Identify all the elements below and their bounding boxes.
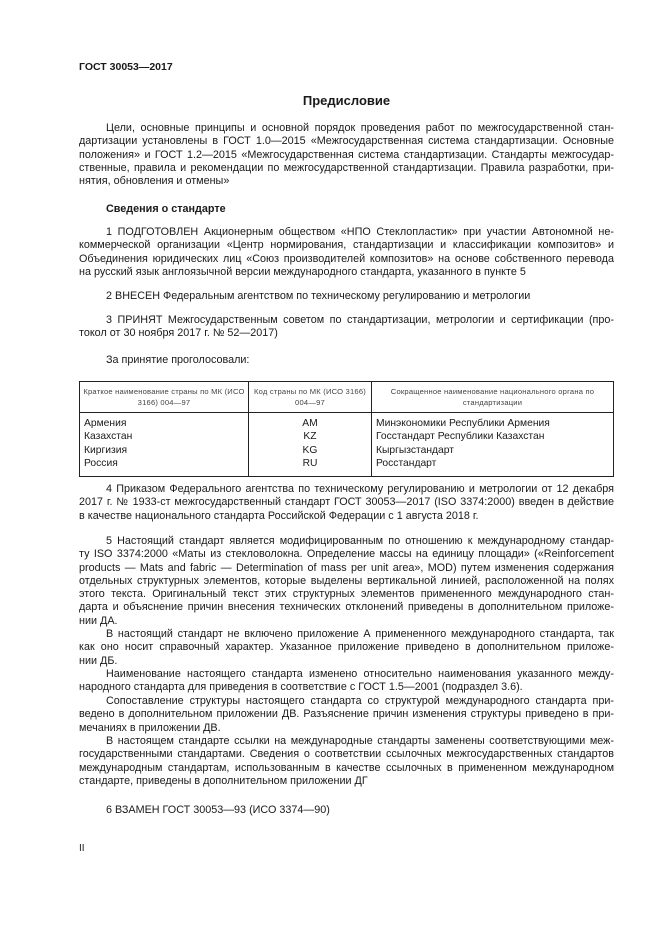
country-cell: Россия: [80, 457, 249, 477]
text-line: Объединения юридических лиц «Союз производителей композитов» на основе собственного перевода: [79, 252, 614, 265]
document-code: ГОСТ 30053—2017: [79, 61, 173, 73]
text-line: ведено в дополнительном приложении ДВ. Разъяснение причин изменения структуры приведено в при-: [79, 708, 614, 721]
text-line: нии ДА.: [79, 614, 118, 627]
text-line: нятия, обновления и отмены»: [79, 175, 230, 188]
paragraph-item-5: [79, 535, 614, 628]
text-line: отдельных структурных элементов, которые выделены вертикальной линией, расположенной на полях: [79, 574, 614, 587]
table-header-row: [80, 382, 614, 413]
text-line: дарта и объяснение причин внесения технических отклонений приведены в дополнительном приложе-: [79, 601, 614, 614]
paragraph-item-5-references: [79, 735, 614, 788]
paragraph-item-5-name: [79, 668, 614, 695]
text-line: Сопоставление структуры настоящего стандарта со структурой международного стандарта при-: [106, 695, 614, 707]
text-line: products — Mats and fabric — Determination of mass per unit area», MOD) путем изменения содержания: [79, 561, 614, 574]
table-row: [80, 430, 614, 443]
text-line: народного стандарта для приведения в соответствие с ГОСТ 1.5—2001 (подраздел 3.6).: [79, 681, 523, 694]
paragraph-intro: [79, 122, 614, 188]
text-line: токол от 30 ноября 2017 г. № 52—2017): [79, 327, 278, 340]
text-line: 1 ПОДГОТОВЛЕН Акционерным обществом «НПО Стеклопластик» при участии Автономной не-: [106, 226, 614, 238]
text-line: нии ДБ.: [79, 654, 118, 667]
text-line: в качестве национального стандарта Российской Федерации с 1 августа 2018 г.: [79, 509, 479, 522]
column-header-code: Код страны по МК (ИСО 3166) 004—97: [249, 382, 372, 413]
text-line: ту ISO 3374:2000 «Маты из стекловолокна. Определение массы на единицу площади» («Reinforcement: [79, 548, 614, 561]
table-row: [80, 444, 614, 457]
text-line: этого текста. Оригинальный текст этих структурных элементов примененного международного стан-: [79, 588, 614, 601]
text-line: как оно носит справочный характер. Указанное приложение приведено в дополнительном приложе-: [79, 641, 614, 654]
paragraph-item-2: [79, 290, 614, 303]
body-cell: Минэкономики Республики Армения: [372, 413, 614, 431]
text-line: ственные, правила и рекомендации по межгосударственной стандартизации. Правила разработки, при-: [79, 161, 614, 174]
voting-table: [79, 381, 614, 477]
text-line: 6 ВЗАМЕН ГОСТ 30053—93 (ИСО 3374—90): [106, 804, 330, 816]
country-cell: Армения: [80, 413, 249, 431]
code-cell: RU: [249, 457, 372, 477]
text-line: Наименование настоящего стандарта изменено относительно наименования указанного между-: [106, 668, 614, 680]
table-row: [80, 413, 614, 431]
text-line: 4 Приказом Федерального агентства по техническому регулированию и метрологии от 12 декабря: [106, 483, 614, 495]
paragraph-item-5-annex-a: [79, 628, 614, 668]
text-line: За принятие проголосовали:: [106, 354, 250, 366]
text-line: государственными стандартами. Сведения о соответствии ссылочных межгосударственных стандартов: [79, 748, 614, 761]
paragraph-item-6: [79, 804, 614, 817]
body-cell: Кыргызстандарт: [372, 444, 614, 457]
page-number: II: [79, 843, 85, 854]
text-line: положения» и ГОСТ 1.2—2015 «Межгосударственная система стандартизации. Стандарты межгосудар-: [79, 148, 614, 161]
paragraph-item-3: [79, 314, 614, 341]
code-cell: KG: [249, 444, 372, 457]
code-cell: KZ: [249, 430, 372, 443]
body-cell: Госстандарт Республики Казахстан: [372, 430, 614, 443]
text-line: Цели, основные принципы и основной порядок проведения работ по межгосударственной стан-: [106, 122, 614, 134]
country-cell: Киргизия: [80, 444, 249, 457]
text-line: В настоящем стандарте ссылки на международные стандарты заменены соответствующими меж-: [106, 735, 614, 747]
column-header-body: Сокращенное наименование национального органа по стандартизации: [372, 382, 614, 413]
text-line: международным стандартам, использованным в качестве ссылочных в примененном международном: [79, 761, 614, 774]
text-line: В настоящий стандарт не включено приложение А примененного международного стандарта, так: [106, 628, 614, 640]
table-row: [80, 457, 614, 477]
text-line: дартизации установлены в ГОСТ 1.0—2015 «Межгосударственная система стандартизации. Основные: [79, 135, 614, 148]
country-cell: Казахстан: [80, 430, 249, 443]
paragraph-voted: [79, 354, 614, 367]
text-line: 2 ВНЕСЕН Федеральным агентством по техническому регулированию и метрологии: [106, 290, 531, 302]
section-heading: Сведения о стандарте: [106, 203, 226, 215]
text-line: на русский язык англоязычной версии международного стандарта, указанного в пункте 5: [79, 265, 526, 278]
text-line: 3 ПРИНЯТ Межгосударственным советом по стандартизации, метрологии и сертификации (про-: [106, 314, 614, 326]
text-line: коммерческой организации «Центр нормирования, стандартизации и классификации композитов» и: [79, 239, 614, 252]
text-line: 2017 г. № 1933-ст межгосударственный стандарт ГОСТ 30053—2017 (ISO 3374:2000) введен в действие: [79, 496, 614, 509]
paragraph-item-5-structure: [79, 695, 614, 735]
text-line: 5 Настоящий стандарт является модифицированным по отношению к международному стандар-: [106, 535, 614, 547]
body-cell: Росстандарт: [372, 457, 614, 477]
paragraph-item-4: [79, 483, 614, 523]
text-line: стандарте, приведены в дополнительном приложении ДГ: [79, 774, 368, 787]
column-header-country: Краткое наименование страны по МК (ИСО 3166) 004—97: [80, 382, 249, 413]
code-cell: AM: [249, 413, 372, 431]
page-title: Предисловие: [302, 93, 391, 108]
paragraph-item-1: [79, 226, 614, 279]
text-line: мечаниях в приложении ДВ.: [79, 721, 221, 734]
